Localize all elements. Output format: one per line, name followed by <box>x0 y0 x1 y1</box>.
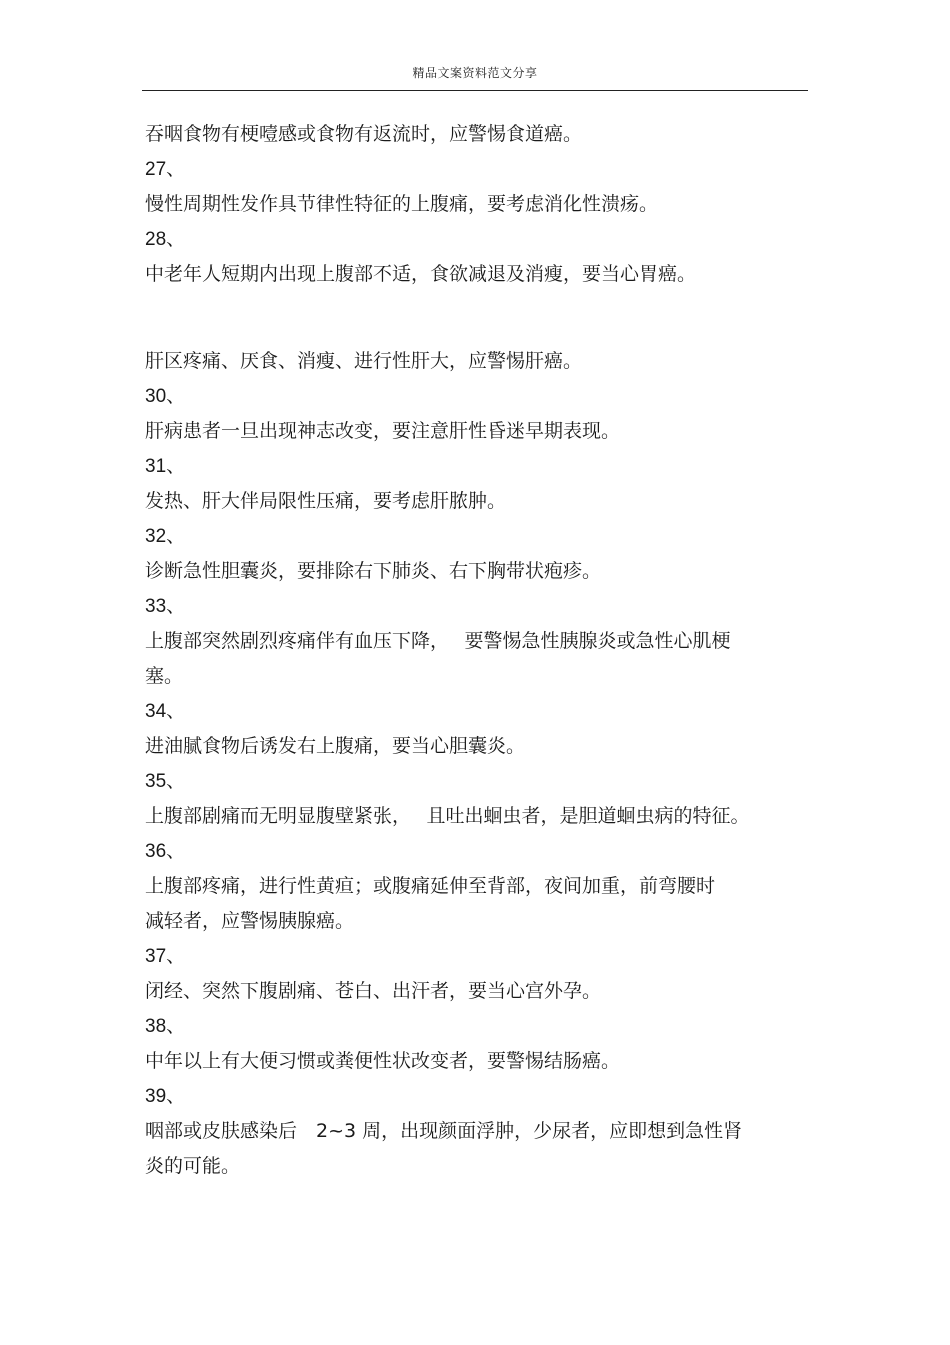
text-line: 中老年人短期内出现上腹部不适，食欲减退及消瘦，要当心胃癌。 <box>145 263 697 285</box>
header-divider <box>142 90 808 91</box>
item-number: 32、 <box>145 526 186 547</box>
text-line: 肝区疼痛、厌食、消瘦、进行性肝大，应警惕肝癌。 <box>145 350 583 372</box>
item-number: 36、 <box>145 841 186 862</box>
text-line: 诊断急性胆囊炎，要排除右下肺炎、右下胸带状疱疹。 <box>145 560 602 582</box>
item-number: 34、 <box>145 701 186 722</box>
page-header: 精品文案资料范文分享 <box>412 66 538 80</box>
document-body <box>145 117 810 1184</box>
text-line: 减轻者，应警惕胰腺癌。 <box>145 910 355 932</box>
text-line: 塞。 <box>145 665 184 687</box>
item-number: 31、 <box>145 456 186 477</box>
text-line: 发热、肝大伴局限性压痛，要考虑肝脓肿。 <box>145 490 507 512</box>
text-line: 中年以上有大便习惯或粪便性状改变者，要警惕结肠癌。 <box>145 1050 621 1072</box>
item-number: 28、 <box>145 229 186 250</box>
text-line: 闭经、突然下腹剧痛、苍白、出汗者，要当心宫外孕。 <box>145 980 602 1002</box>
item-number: 37、 <box>145 946 186 967</box>
text-line: 炎的可能。 <box>145 1155 241 1177</box>
item-number: 30、 <box>145 386 186 407</box>
text-line: 上腹部突然剧烈疼痛伴有血压下降， 要警惕急性胰腺炎或急性心肌梗 <box>145 630 731 652</box>
text-line: 上腹部疼痛，进行性黄疸；或腹痛延伸至背部，夜间加重，前弯腰时 <box>145 875 716 897</box>
item-number: 27、 <box>145 159 186 180</box>
text-line: 上腹部剧痛而无明显腹壁紧张， 且吐出蛔虫者，是胆道蛔虫病的特征。 <box>145 805 750 827</box>
item-number: 38、 <box>145 1016 186 1037</box>
item-number: 33、 <box>145 596 186 617</box>
item-number: 39、 <box>145 1086 186 1107</box>
text-line: 咽部或皮肤感染后 2~3 周，出现颜面浮肿，少尿者，应即想到急性肾 <box>145 1120 743 1142</box>
item-number: 35、 <box>145 771 186 792</box>
text-line: 肝病患者一旦出现神志改变，要注意肝性昏迷早期表现。 <box>145 420 621 442</box>
text-line: 吞咽食物有梗噎感或食物有返流时，应警惕食道癌。 <box>145 123 583 145</box>
text-line: 进油腻食物后诱发右上腹痛，要当心胆囊炎。 <box>145 735 526 757</box>
text-line: 慢性周期性发作具节律性特征的上腹痛，要考虑消化性溃疡。 <box>145 193 659 215</box>
